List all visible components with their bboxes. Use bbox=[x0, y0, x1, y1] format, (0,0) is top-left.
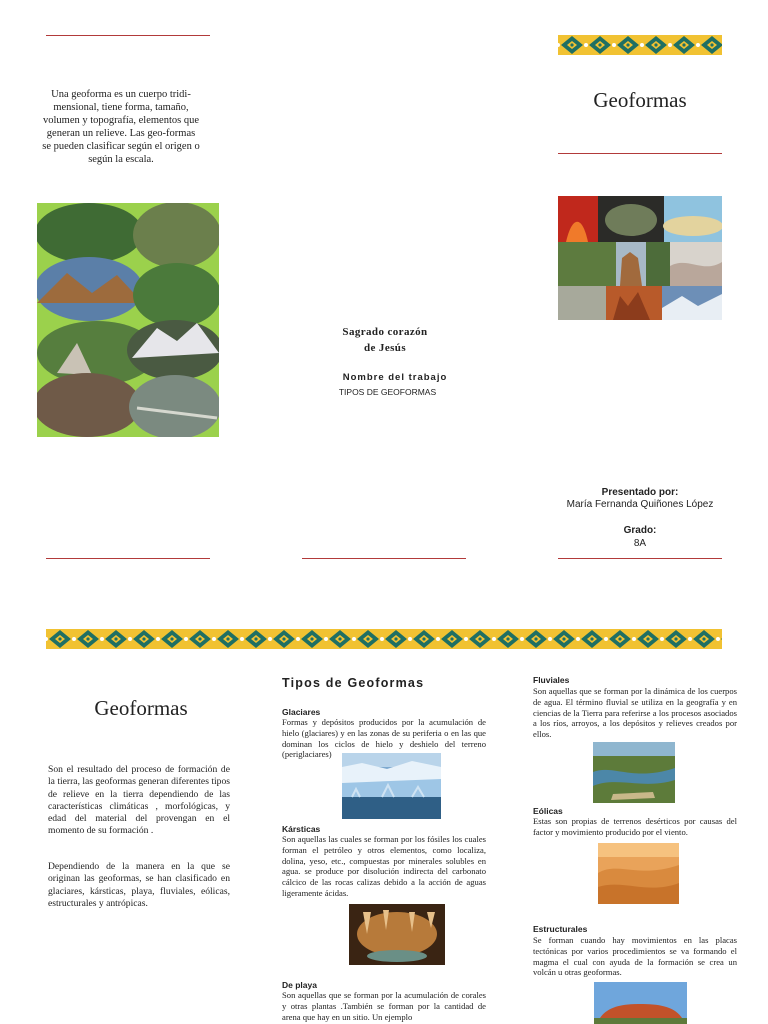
diamond-pattern-icon bbox=[46, 629, 722, 649]
playa-heading: De playa bbox=[282, 980, 317, 990]
bottom-left-rule bbox=[46, 558, 210, 559]
page2-paragraph-1: Son el resultado del proceso de formación de la tierra, las geoformas generan diferentes tipos de relieve en la tierra dependiendo de las características climáticas , morfológicas, y edad del material del provengan en el momento de su formación . bbox=[48, 764, 230, 837]
cover-title-rule bbox=[558, 153, 722, 154]
bottom-center-rule bbox=[302, 558, 466, 559]
decorative-band-wide bbox=[46, 629, 722, 649]
school-line-1: Sagrado corazón bbox=[342, 326, 428, 338]
estructurales-heading: Estructurales bbox=[533, 924, 588, 934]
river-image bbox=[593, 742, 675, 803]
work-title: TIPOS DE GEOFORMAS bbox=[338, 387, 437, 397]
decorative-band-top-right bbox=[558, 35, 722, 55]
eolicas-heading: Eólicas bbox=[533, 806, 563, 816]
karsticas-text: Son aquellas las cuales se forman por los fósiles los cuales forman el petróleo y otros elementos, como localiza, dolina, yeso, etc., compuestas por minerales solubles en agua. se produce por disolución indirecta del carbonato cálcico de las rocas calizas debido a la acción de aguas ligeramente ácidas. bbox=[282, 834, 486, 898]
page2-title: Geoformas bbox=[94, 696, 188, 720]
fluviales-heading: Fluviales bbox=[533, 675, 570, 685]
desert-image bbox=[598, 843, 679, 904]
presenter-name: María Fernanda Quiñones López bbox=[566, 499, 714, 510]
cover-title: Geoformas bbox=[593, 88, 687, 112]
glacier-image bbox=[342, 753, 441, 819]
top-left-rule bbox=[46, 35, 210, 36]
fluviales-text: Son aquellas que se forman por la dinámica de los cuerpos de agua. El término fluvial se utiliza en la geografía y en ciencias de la Tierra para referirse a los procesos asociados a los ríos, arroyos, a los depósitos y relieves creados por ellos. bbox=[533, 686, 737, 740]
eolicas-text: Estas son propias de terrenos desérticos por causas del factor y movimiento producido por el viento. bbox=[533, 816, 737, 837]
school-name bbox=[300, 324, 470, 356]
school-line-2: de Jesús bbox=[363, 342, 406, 354]
glaciares-heading: Glaciares bbox=[282, 707, 321, 717]
landforms-collage-image bbox=[37, 203, 219, 437]
grade-value: 8A bbox=[633, 538, 647, 549]
grade-label: Grado: bbox=[623, 525, 657, 536]
uluru-image bbox=[594, 982, 687, 1024]
work-label: Nombre del trabajo bbox=[342, 372, 448, 383]
karsticas-heading: Kársticas bbox=[282, 824, 321, 834]
bottom-right-rule bbox=[558, 558, 722, 559]
intro-paragraph: Una geoforma es un cuerpo tridi-mensional, tiene forma, tamaño, volumen y topografía, elementos que generan un relieve. Las geo-formas se pueden clasificar según el origen o según la escala. bbox=[42, 89, 200, 165]
glaciares-text: Formas y depósitos producidos por la acumulación de hielo (glaciares) y en las zonas de su periferia o en las que dominan los ciclos de hielo y deshielo del terreno (periglaciares) bbox=[282, 717, 486, 760]
page2-paragraph-2: Dependiendo de la manera en la que se originan las geoformas, se han clasificado en glaciares, kársticas, playa, fluviales, eólicas, estructurales y antrópicas. bbox=[48, 861, 230, 909]
diamond-pattern-icon bbox=[558, 35, 722, 55]
presented-label: Presentado por: bbox=[601, 487, 679, 498]
geoforms-mosaic-image bbox=[558, 196, 722, 320]
types-title: Tipos de Geoformas bbox=[282, 676, 425, 690]
cave-image bbox=[349, 904, 445, 965]
estructurales-text: Se forman cuando hay movimientos en las placas tectónicas por varios procedimientos se va formando el magma el cual con ayuda de la formación se crea un volcán u otras geoformas. bbox=[533, 935, 737, 978]
playa-text: Son aquellas que se forman por la acumulación de corales y otras plantas .También se forman por la cantidad de arena que hay en un sitio. Un ejemplo bbox=[282, 990, 486, 1022]
